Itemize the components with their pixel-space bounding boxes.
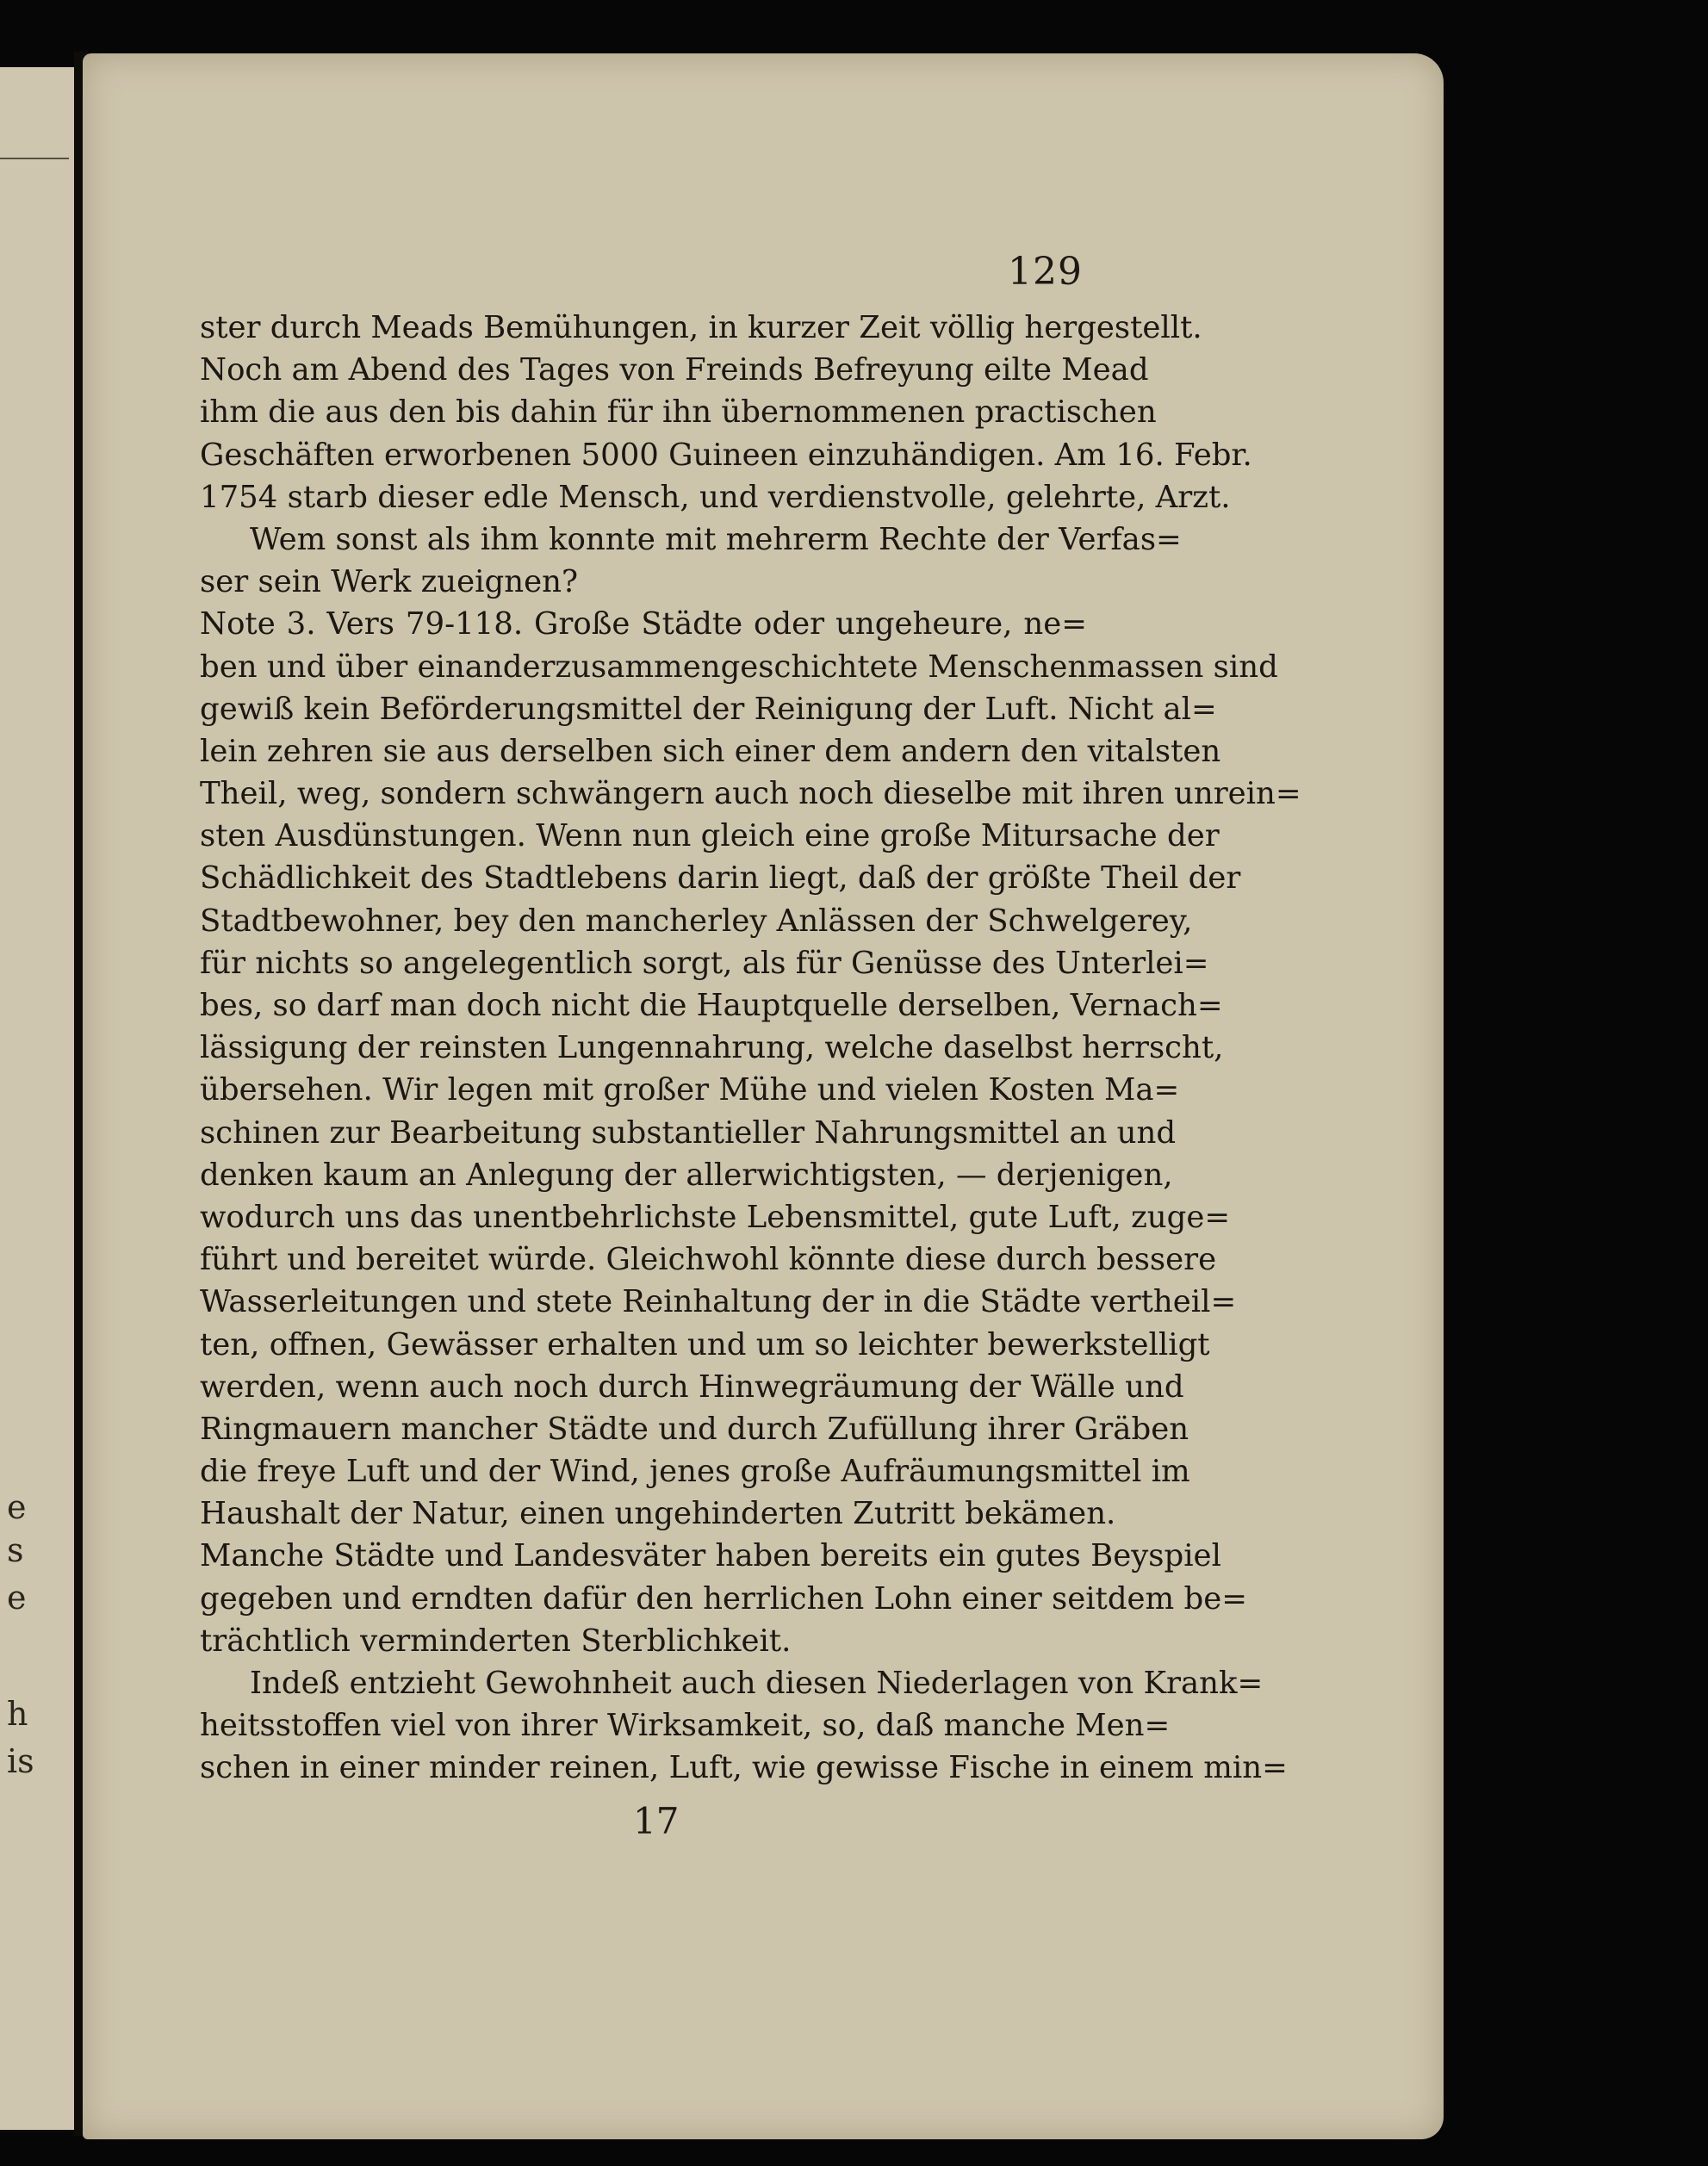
text-line: Haushalt der Natur, einen ungehinderten Zutritt bekämen. xyxy=(200,1496,1116,1532)
text-line: ihm die aus den bis dahin für ihn übernommenen practischen xyxy=(200,394,1157,431)
text-line: ben und über einanderzusammengeschichtete Menschenmassen sind xyxy=(200,649,1278,685)
text-line: ser sein Werk zueignen? xyxy=(200,564,579,600)
text-line: sten Ausdünstungen. Wenn nun gleich eine große Mitursache der xyxy=(200,818,1220,854)
text-line: Manche Städte und Landesväter haben bereits ein gutes Beyspiel xyxy=(200,1538,1221,1574)
text-line: Stadtbewohner, bey den mancherley Anlässen der Schwelgerey, xyxy=(200,903,1193,939)
text-line: Theil, weg, sondern schwängern auch noch dieselbe mit ihren unrein= xyxy=(200,776,1301,812)
text-line: gegeben und erndten dafür den herrlichen Lohn einer seitdem be= xyxy=(200,1580,1247,1617)
text-line: Geschäften erworbenen 5000 Guineen einzuhändigen. Am 16. Febr. xyxy=(200,437,1252,473)
text-line: Indeß entzieht Gewohnheit auch diesen Niederlagen von Krank= xyxy=(250,1666,1264,1701)
facing-page-fragment: is xyxy=(7,1742,34,1780)
text-line: Noch am Abend des Tages von Freinds Befreyung eilte Mead xyxy=(200,352,1149,388)
text-line: Ringmauern mancher Städte und durch Zufüllung ihrer Gräben xyxy=(200,1411,1189,1447)
text-line: wodurch uns das unentbehrlichste Lebensmittel, gute Luft, zuge= xyxy=(200,1199,1231,1235)
text-line: ster durch Meads Bemühungen, in kurzer Zeit völlig hergestellt. xyxy=(200,310,1202,345)
text-line: denken kaum an Anlegung der allerwichtigsten, — derjenigen, xyxy=(200,1157,1173,1193)
facing-page-fragment: e xyxy=(7,1488,27,1526)
facing-page-rule xyxy=(0,158,69,159)
signature-mark: 17 xyxy=(633,1800,680,1842)
text-line: Note 3. Vers 79-118. Große Städte oder ungeheure, ne= xyxy=(200,606,1087,642)
text-line: Wem sonst als ihm konnte mit mehrerm Rechte der Verfas= xyxy=(250,521,1182,557)
text-line: schinen zur Bearbeitung substantieller Nahrungsmittel an und xyxy=(200,1114,1177,1151)
text-line: lein zehren sie aus derselben sich einer dem andern den vitalsten xyxy=(200,733,1221,769)
text-line: führt und bereitet würde. Gleichwohl könnte diese durch bessere xyxy=(200,1242,1217,1278)
facing-page-fragment: s xyxy=(7,1531,24,1569)
text-line: Wasserleitungen und stete Reinhaltung der in die Städte vertheil= xyxy=(200,1284,1237,1320)
facing-page-fragment: h xyxy=(7,1695,28,1733)
text-line: heitsstoffen viel von ihrer Wirksamkeit, so, daß manche Men= xyxy=(200,1708,1171,1744)
text-line: übersehen. Wir legen mit großer Mühe und vielen Kosten Ma= xyxy=(200,1072,1180,1108)
text-line: 1754 starb dieser edle Mensch, und verdienstvolle, gelehrte, Arzt. xyxy=(200,479,1231,515)
text-line: Schädlichkeit des Stadtlebens darin liegt, daß der größte Theil der xyxy=(200,860,1241,897)
text-line: bes, so darf man doch nicht die Hauptquelle derselben, Vernach= xyxy=(200,988,1223,1023)
page-number: 129 xyxy=(1008,250,1083,294)
text-line: gewiß kein Beförderungsmittel der Reinigung der Luft. Nicht al= xyxy=(200,691,1217,727)
facing-page-fragment: e xyxy=(7,1579,27,1617)
text-line: lässigung der reinsten Lungennahrung, welche daselbst herrscht, xyxy=(200,1030,1224,1066)
text-line: werden, wenn auch noch durch Hinwegräumung der Wälle und xyxy=(200,1368,1184,1405)
text-line: trächtlich verminderten Sterblichkeit. xyxy=(200,1623,792,1659)
body-text xyxy=(200,307,1301,1790)
text-line: für nichts so angelegentlich sorgt, als für Genüsse des Unterlei= xyxy=(200,945,1209,981)
text-line: die freye Luft und der Wind, jenes große Aufräumungsmittel im xyxy=(200,1454,1190,1490)
facing-page-edge xyxy=(0,67,79,2130)
text-line: schen in einer minder reinen, Luft, wie gewisse Fische in einem min= xyxy=(200,1750,1288,1786)
text-line: ten, offnen, Gewässer erhalten und um so leichter bewerkstelligt xyxy=(200,1326,1210,1362)
